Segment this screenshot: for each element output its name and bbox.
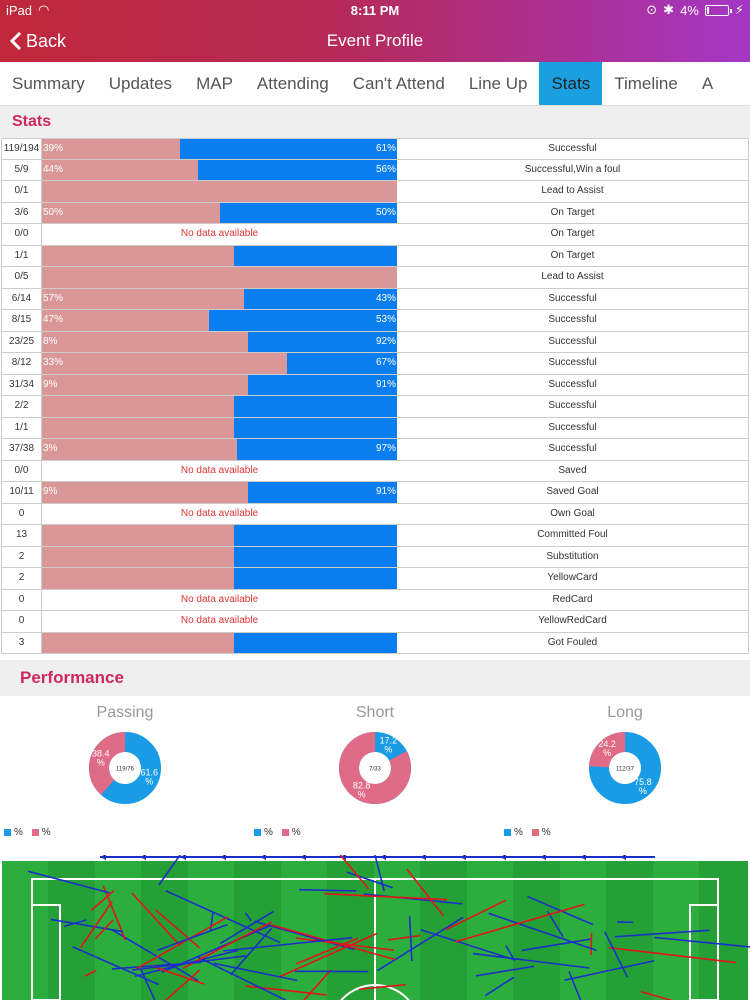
- stat-bar: [42, 590, 397, 611]
- pass-map: [0, 855, 750, 1000]
- bar-left-segment: [42, 310, 209, 331]
- stat-bar: [42, 310, 397, 331]
- tab-line-up[interactable]: Line Up: [457, 62, 540, 105]
- stat-bar: [42, 181, 397, 202]
- stat-label: Own Goal: [397, 504, 748, 525]
- bar-right-segment: [234, 547, 397, 568]
- legend-swatch-blue: [4, 829, 11, 836]
- bar-right-segment: [180, 139, 397, 159]
- stat-row: [1, 482, 749, 504]
- stat-count: 8/12: [2, 353, 42, 374]
- stat-count: 1/1: [2, 246, 42, 267]
- nav-bar: [0, 20, 750, 62]
- stat-count: 37/38: [2, 439, 42, 460]
- stat-bar: [42, 547, 397, 568]
- tab-map[interactable]: MAP: [184, 62, 245, 105]
- legend-label: %: [542, 827, 551, 838]
- no-data-label: No data available: [42, 594, 397, 605]
- donut-short: [250, 696, 500, 836]
- donut-pink-label: 38.4 %: [92, 749, 110, 768]
- donut-legend: [504, 827, 551, 838]
- stat-bar: [42, 289, 397, 310]
- battery-icon: [705, 5, 729, 16]
- stats-table: [1, 138, 749, 654]
- stat-bar: [42, 439, 397, 460]
- donut-legend: [4, 827, 51, 838]
- bar-left-segment: [42, 568, 234, 589]
- stat-count: 10/11: [2, 482, 42, 503]
- pitch-svg: [0, 855, 750, 1000]
- legend-swatch-blue: [504, 829, 511, 836]
- stat-count: 0/1: [2, 181, 42, 202]
- stat-bar: [42, 461, 397, 482]
- bar-right-segment: [248, 332, 397, 353]
- stat-row: [1, 160, 749, 182]
- stat-count: 3: [2, 633, 42, 654]
- bar-right-percent: 97%: [376, 443, 396, 454]
- bar-left-segment: [42, 525, 234, 546]
- bar-left-segment: [42, 547, 234, 568]
- stat-row: [1, 224, 749, 246]
- stat-count: 13: [2, 525, 42, 546]
- stat-label: Successful: [397, 310, 748, 331]
- donut-legend: [254, 827, 301, 838]
- bar-left-percent: 39%: [43, 143, 63, 154]
- lock-rotation-icon: ⊙: [646, 2, 657, 18]
- legend-label: %: [42, 827, 51, 838]
- bar-left-percent: 9%: [43, 379, 57, 390]
- legend-label: %: [514, 827, 523, 838]
- performance-section-title: Performance: [0, 660, 750, 696]
- donut-chart: [335, 728, 415, 808]
- donut-pink-label: 82.8 %: [353, 780, 371, 799]
- bar-left-percent: 33%: [43, 357, 63, 368]
- stat-label: Committed Foul: [397, 525, 748, 546]
- stat-row: [1, 418, 749, 440]
- bar-left-segment: [42, 353, 287, 374]
- charging-icon: ⚡: [735, 2, 744, 18]
- stat-bar: [42, 633, 397, 654]
- battery-percent: 4%: [680, 3, 699, 18]
- app-header: [0, 0, 750, 62]
- stat-bar: [42, 375, 397, 396]
- donut-title: Short: [250, 704, 500, 722]
- stats-section-title: Stats: [0, 106, 750, 138]
- stat-bar: [42, 418, 397, 439]
- stat-label: Successful,Win a foul: [397, 160, 748, 181]
- status-bar: [0, 0, 750, 20]
- stat-label: Successful: [397, 289, 748, 310]
- stat-count: 0: [2, 590, 42, 611]
- bar-right-segment: [234, 568, 397, 589]
- bar-left-percent: 3%: [43, 443, 57, 454]
- stat-row: [1, 547, 749, 569]
- no-data-label: No data available: [42, 615, 397, 626]
- stat-label: YellowCard: [397, 568, 748, 589]
- bar-right-segment: [248, 482, 397, 503]
- stat-row: [1, 310, 749, 332]
- donut-title: Passing: [0, 704, 250, 722]
- legend-label: %: [264, 827, 273, 838]
- stat-count: 0/0: [2, 461, 42, 482]
- stat-label: Successful: [397, 375, 748, 396]
- stat-label: Lead to Assist: [397, 267, 748, 288]
- stat-bar: [42, 332, 397, 353]
- bar-right-segment: [234, 525, 397, 546]
- bar-left-segment: [42, 418, 234, 439]
- stat-count: 6/14: [2, 289, 42, 310]
- stat-row: [1, 375, 749, 397]
- tab-bar: [0, 62, 750, 106]
- stat-label: Substitution: [397, 547, 748, 568]
- stat-row: [1, 611, 749, 633]
- stat-count: 2: [2, 547, 42, 568]
- donut-long: [500, 696, 750, 836]
- stat-count: 119/194: [2, 139, 42, 159]
- stat-label: On Target: [397, 203, 748, 224]
- stat-label: Got Fouled: [397, 633, 748, 654]
- donut-blue-label: 61.6 %: [141, 767, 159, 786]
- stat-count: 0/0: [2, 224, 42, 245]
- bar-left-segment: [42, 332, 248, 353]
- stat-count: 8/15: [2, 310, 42, 331]
- stat-bar: [42, 611, 397, 632]
- bar-left-percent: 8%: [43, 336, 57, 347]
- stat-count: 0: [2, 611, 42, 632]
- stat-bar: [42, 267, 397, 288]
- stat-row: [1, 396, 749, 418]
- donut-chart: [85, 728, 165, 808]
- stat-bar: [42, 568, 397, 589]
- stat-row: [1, 633, 749, 655]
- status-time: 8:11 PM: [0, 3, 750, 18]
- donut-pink-label: 24.2 %: [598, 739, 616, 758]
- stat-label: Successful: [397, 332, 748, 353]
- legend-label: %: [292, 827, 301, 838]
- stat-count: 2: [2, 568, 42, 589]
- device-name: iPad: [6, 3, 32, 18]
- donut-center-label: 7/33: [369, 767, 381, 773]
- bar-left-segment: [42, 181, 397, 202]
- bar-left-percent: 44%: [43, 164, 63, 175]
- bar-left-segment: [42, 160, 198, 181]
- bar-right-segment: [234, 418, 397, 439]
- donut-title: Long: [500, 704, 750, 722]
- bar-right-segment: [220, 203, 398, 224]
- stat-label: Successful: [397, 396, 748, 417]
- stat-row: [1, 267, 749, 289]
- stat-row: [1, 332, 749, 354]
- legend-swatch-pink: [532, 829, 539, 836]
- stat-row: [1, 181, 749, 203]
- bar-left-percent: 57%: [43, 293, 63, 304]
- bar-right-segment: [248, 375, 397, 396]
- stat-row: [1, 353, 749, 375]
- stat-label: Successful: [397, 139, 748, 159]
- bar-right-segment: [234, 633, 397, 654]
- bar-left-percent: 9%: [43, 486, 57, 497]
- bar-left-segment: [42, 267, 397, 288]
- bar-right-segment: [234, 396, 397, 417]
- stat-row: [1, 246, 749, 268]
- bar-right-percent: 67%: [376, 357, 396, 368]
- stat-count: 0: [2, 504, 42, 525]
- bar-right-percent: 92%: [376, 336, 396, 347]
- tab-can-t-attend[interactable]: Can't Attend: [341, 62, 457, 105]
- bar-right-percent: 53%: [376, 314, 396, 325]
- chevron-left-icon: [10, 31, 22, 51]
- no-data-label: No data available: [42, 228, 397, 239]
- no-data-label: No data available: [42, 508, 397, 519]
- bar-right-percent: 50%: [376, 207, 396, 218]
- stat-row: [1, 525, 749, 547]
- stat-label: Successful: [397, 353, 748, 374]
- stat-bar: [42, 396, 397, 417]
- stat-bar: [42, 160, 397, 181]
- performance-charts: [0, 696, 750, 836]
- bar-left-segment: [42, 246, 234, 267]
- stat-bar: [42, 139, 397, 159]
- tab-stats[interactable]: Stats: [539, 62, 602, 105]
- tab-updates[interactable]: Updates: [97, 62, 184, 105]
- bar-left-percent: 50%: [43, 207, 63, 218]
- bar-right-percent: 91%: [376, 379, 396, 390]
- stat-bar: [42, 224, 397, 245]
- back-label: Back: [26, 31, 66, 52]
- stat-bar: [42, 353, 397, 374]
- bar-right-segment: [234, 246, 397, 267]
- legend-swatch-blue: [254, 829, 261, 836]
- wifi-icon: ◠: [38, 2, 49, 18]
- stat-count: 1/1: [2, 418, 42, 439]
- bar-right-segment: [209, 310, 397, 331]
- legend-swatch-pink: [282, 829, 289, 836]
- donut-center-label: 119/76: [116, 767, 135, 773]
- bar-left-segment: [42, 375, 248, 396]
- stat-count: 5/9: [2, 160, 42, 181]
- legend-swatch-pink: [32, 829, 39, 836]
- bar-left-segment: [42, 439, 237, 460]
- stat-label: On Target: [397, 224, 748, 245]
- back-button[interactable]: [0, 31, 66, 52]
- donut-blue-label: 17.2 %: [380, 736, 398, 755]
- stat-count: 2/2: [2, 396, 42, 417]
- legend-label: %: [14, 827, 23, 838]
- stat-count: 23/25: [2, 332, 42, 353]
- bar-right-percent: 61%: [376, 143, 396, 154]
- stat-row: [1, 461, 749, 483]
- stat-row: [1, 568, 749, 590]
- bar-right-segment: [198, 160, 397, 181]
- stat-label: Successful: [397, 439, 748, 460]
- bar-right-segment: [237, 439, 397, 460]
- stat-label: Saved Goal: [397, 482, 748, 503]
- stat-label: Saved: [397, 461, 748, 482]
- bluetooth-icon: ✱: [663, 2, 674, 18]
- bar-right-segment: [244, 289, 397, 310]
- tab-timeline[interactable]: Timeline: [602, 62, 690, 105]
- stat-label: YellowRedCard: [397, 611, 748, 632]
- donut-blue-label: 75.8 %: [634, 777, 652, 796]
- bar-left-segment: [42, 633, 234, 654]
- stat-bar: [42, 246, 397, 267]
- stat-count: 31/34: [2, 375, 42, 396]
- donut-center-label: 112/37: [616, 767, 635, 773]
- stat-count: 0/5: [2, 267, 42, 288]
- bar-right-percent: 43%: [376, 293, 396, 304]
- bar-left-segment: [42, 396, 234, 417]
- stat-bar: [42, 525, 397, 546]
- stat-row: [1, 504, 749, 526]
- stat-row: [1, 138, 749, 160]
- donut-chart: [585, 728, 665, 808]
- stat-row: [1, 203, 749, 225]
- bar-right-percent: 56%: [376, 164, 396, 175]
- stat-row: [1, 590, 749, 612]
- stat-label: Successful: [397, 418, 748, 439]
- stat-bar: [42, 482, 397, 503]
- tab-a[interactable]: A: [690, 62, 725, 105]
- stat-label: On Target: [397, 246, 748, 267]
- stat-label: Lead to Assist: [397, 181, 748, 202]
- stat-bar: [42, 203, 397, 224]
- stat-bar: [42, 504, 397, 525]
- donut-passing: [0, 696, 250, 836]
- tab-attending[interactable]: Attending: [245, 62, 341, 105]
- bar-right-percent: 91%: [376, 486, 396, 497]
- bar-left-segment: [42, 203, 220, 224]
- stat-count: 3/6: [2, 203, 42, 224]
- bar-left-segment: [42, 289, 244, 310]
- page-title: Event Profile: [0, 31, 750, 51]
- bar-left-segment: [42, 482, 248, 503]
- tab-summary[interactable]: Summary: [0, 62, 97, 105]
- stat-row: [1, 439, 749, 461]
- bar-left-percent: 47%: [43, 314, 63, 325]
- stat-label: RedCard: [397, 590, 748, 611]
- stat-row: [1, 289, 749, 311]
- no-data-label: No data available: [42, 465, 397, 476]
